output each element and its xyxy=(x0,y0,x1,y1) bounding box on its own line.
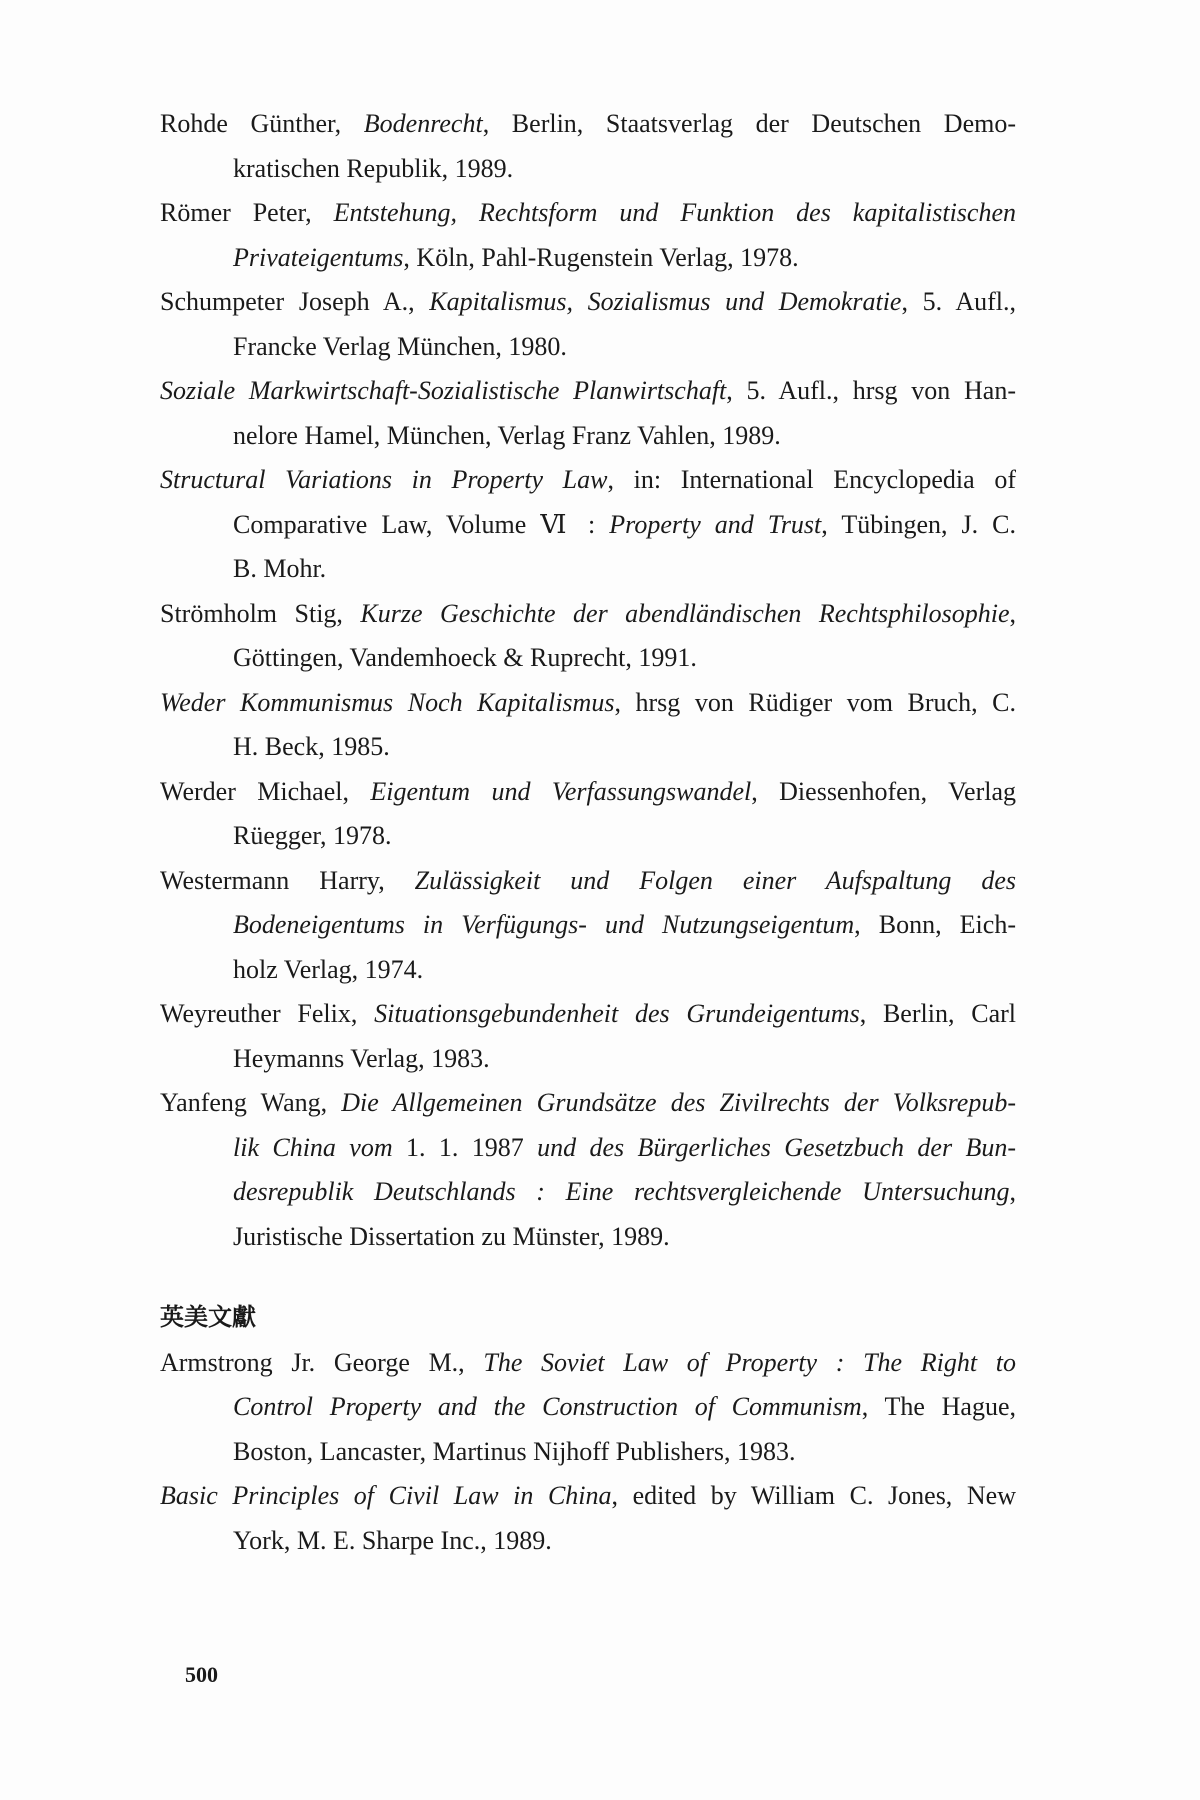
citation-text: Strömholm Stig, xyxy=(160,598,361,628)
citation-text: Römer Peter, xyxy=(160,198,334,227)
citation-text: , xyxy=(1009,598,1016,628)
entry-line xyxy=(160,814,1016,859)
citation-text: Heymanns Verlag, 1983. xyxy=(233,1043,490,1073)
title-text: The Soviet Law of Property : The Right to xyxy=(483,1347,1016,1377)
title-text: Kapitalismus, Sozialismus und Demokratie xyxy=(429,287,902,316)
citation-text: , 5. Aufl., hrsg von Han- xyxy=(726,376,1016,405)
citation-text: Juristische Dissertation zu Münster, 1989. xyxy=(233,1221,670,1251)
title-text: Kurze Geschichte der abendländischen Rechtsphilosophie xyxy=(360,598,1010,628)
entry-line xyxy=(160,1081,1016,1126)
citation-text: , Diessenhofen, Verlag xyxy=(751,776,1016,806)
title-text: Basic Principles of Civil Law in China xyxy=(160,1481,612,1510)
citation-text: Weyreuther Felix, xyxy=(160,999,375,1028)
citation-text: , hrsg von Rüdiger vom Bruch, C. xyxy=(614,687,1016,717)
english-bibliography-list xyxy=(160,1341,1016,1564)
entry-line xyxy=(160,147,1016,192)
citation-text: kratischen Republik, 1989. xyxy=(233,153,514,183)
entry-line xyxy=(160,859,1016,904)
title-text: desrepublik Deutschlands : Eine rechtsvergleichende Untersuchung xyxy=(233,1177,1010,1206)
citation-text: 1. 1. 1987 xyxy=(405,1132,538,1162)
bibliography-entry xyxy=(160,992,1016,1081)
title-text: Structural Variations in Property Law xyxy=(160,465,608,494)
title-text: lik China vom xyxy=(233,1132,406,1162)
entry-line xyxy=(160,681,1016,726)
title-text: Zulässigkeit und Folgen einer Aufspaltung des xyxy=(414,865,1016,895)
section-heading: 英美文獻 xyxy=(160,1305,256,1331)
entry-line xyxy=(160,458,1016,503)
entry-line xyxy=(160,325,1016,370)
citation-text: Boston, Lancaster, Martinus Nijhoff Publishers, 1983. xyxy=(233,1436,796,1466)
citation-text: , Bonn, Eich- xyxy=(854,910,1016,939)
bibliography-entry xyxy=(160,1341,1016,1475)
bibliography-entry xyxy=(160,770,1016,859)
entry-line xyxy=(160,1430,1016,1475)
citation-text: Comparative Law, Volume Ⅵ : xyxy=(233,509,610,539)
citation-text: , in: International Encyclopedia of xyxy=(607,465,1016,494)
entry-line xyxy=(160,1474,1016,1519)
bibliography-entry xyxy=(160,369,1016,458)
entry-line xyxy=(160,725,1016,770)
entry-line xyxy=(160,903,1016,948)
citation-text: , Berlin, Staatsverlag der Deutschen Demo- xyxy=(482,109,1016,138)
page-number: 500 xyxy=(185,1662,218,1687)
citation-text: York, M. E. Sharpe Inc., 1989. xyxy=(233,1525,552,1555)
citation-text: H. Beck, 1985. xyxy=(233,732,390,761)
entry-line xyxy=(160,770,1016,815)
entry-line xyxy=(160,636,1016,681)
title-text: Weder Kommunismus Noch Kapitalismus xyxy=(160,687,615,717)
entry-line xyxy=(160,1385,1016,1430)
bibliography-entry xyxy=(160,1474,1016,1563)
title-text: und des Bürgerliches Gesetzbuch der Bun- xyxy=(537,1132,1016,1162)
german-bibliography-list xyxy=(160,102,1016,1259)
citation-text: Rohde Günther, xyxy=(160,109,364,138)
title-text: Soziale Markwirtschaft-Sozialistische Planwirtschaft xyxy=(160,376,727,405)
citation-text: Göttingen, Vandemhoeck & Ruprecht, 1991. xyxy=(233,643,697,672)
title-text: Situationsgebundenheit des Grundeigentums xyxy=(374,999,860,1028)
title-text: Die Allgemeinen Grundsätze des Zivilrechts der Volksrepub- xyxy=(341,1088,1016,1117)
bibliography-entry xyxy=(160,102,1016,191)
title-text: Bodeneigentums in Verfügungs- und Nutzungseigentum xyxy=(233,910,855,939)
citation-text: , Berlin, Carl xyxy=(859,999,1016,1028)
title-text: Entstehung, Rechtsform und Funktion des kapitalistischen xyxy=(333,198,1016,227)
citation-text: Armstrong Jr. George M., xyxy=(160,1347,484,1377)
citation-text: , edited by William C. Jones, New xyxy=(611,1481,1016,1510)
entry-line xyxy=(160,191,1016,236)
entry-line xyxy=(160,1170,1016,1215)
entry-line xyxy=(160,948,1016,993)
citation-text: Werder Michael, xyxy=(160,776,371,806)
citation-text: Rüegger, 1978. xyxy=(233,821,392,850)
citation-text: , The Hague, xyxy=(861,1392,1016,1421)
title-text: Privateigentums xyxy=(233,242,404,272)
citation-text: nelore Hamel, München, Verlag Franz Vahlen, 1989. xyxy=(233,420,781,450)
entry-line xyxy=(160,1215,1016,1260)
entry-line xyxy=(160,280,1016,325)
entry-line xyxy=(160,503,1016,548)
citation-text: Francke Verlag München, 1980. xyxy=(233,331,567,361)
title-text: Property and Trust xyxy=(609,509,822,539)
bibliography-entry xyxy=(160,280,1016,369)
title-text: Bodenrecht xyxy=(363,109,483,138)
entry-line xyxy=(160,1037,1016,1082)
entry-line xyxy=(160,547,1016,592)
title-text: Eigentum und Verfassungswandel xyxy=(370,776,752,806)
citation-text: holz Verlag, 1974. xyxy=(233,954,424,984)
bibliography-entry xyxy=(160,592,1016,681)
title-text: Control Property and the Construction of Communism xyxy=(233,1392,862,1421)
entry-line xyxy=(160,592,1016,637)
entry-line xyxy=(160,236,1016,281)
bibliography-entry xyxy=(160,191,1016,280)
citation-text: Westermann Harry, xyxy=(160,865,415,895)
citation-text: , 5. Aufl., xyxy=(901,287,1016,316)
entry-line xyxy=(160,414,1016,459)
citation-text: B. Mohr. xyxy=(233,554,327,583)
citation-text: Yanfeng Wang, xyxy=(160,1088,342,1117)
entry-line xyxy=(160,102,1016,147)
citation-text: , Tübingen, J. C. xyxy=(821,509,1016,539)
bibliography-entry xyxy=(160,1081,1016,1259)
bibliography-entry xyxy=(160,458,1016,592)
citation-text: , xyxy=(1009,1177,1016,1206)
bibliography-entry xyxy=(160,859,1016,993)
entry-line xyxy=(160,1341,1016,1386)
citation-text: , Köln, Pahl-Rugenstein Verlag, 1978. xyxy=(403,242,799,272)
bibliography-entry xyxy=(160,681,1016,770)
entry-line xyxy=(160,1126,1016,1171)
citation-text: Schumpeter Joseph A., xyxy=(160,287,430,316)
bibliography xyxy=(160,102,1016,1563)
entry-line xyxy=(160,369,1016,414)
entry-line xyxy=(160,992,1016,1037)
entry-line xyxy=(160,1519,1016,1564)
